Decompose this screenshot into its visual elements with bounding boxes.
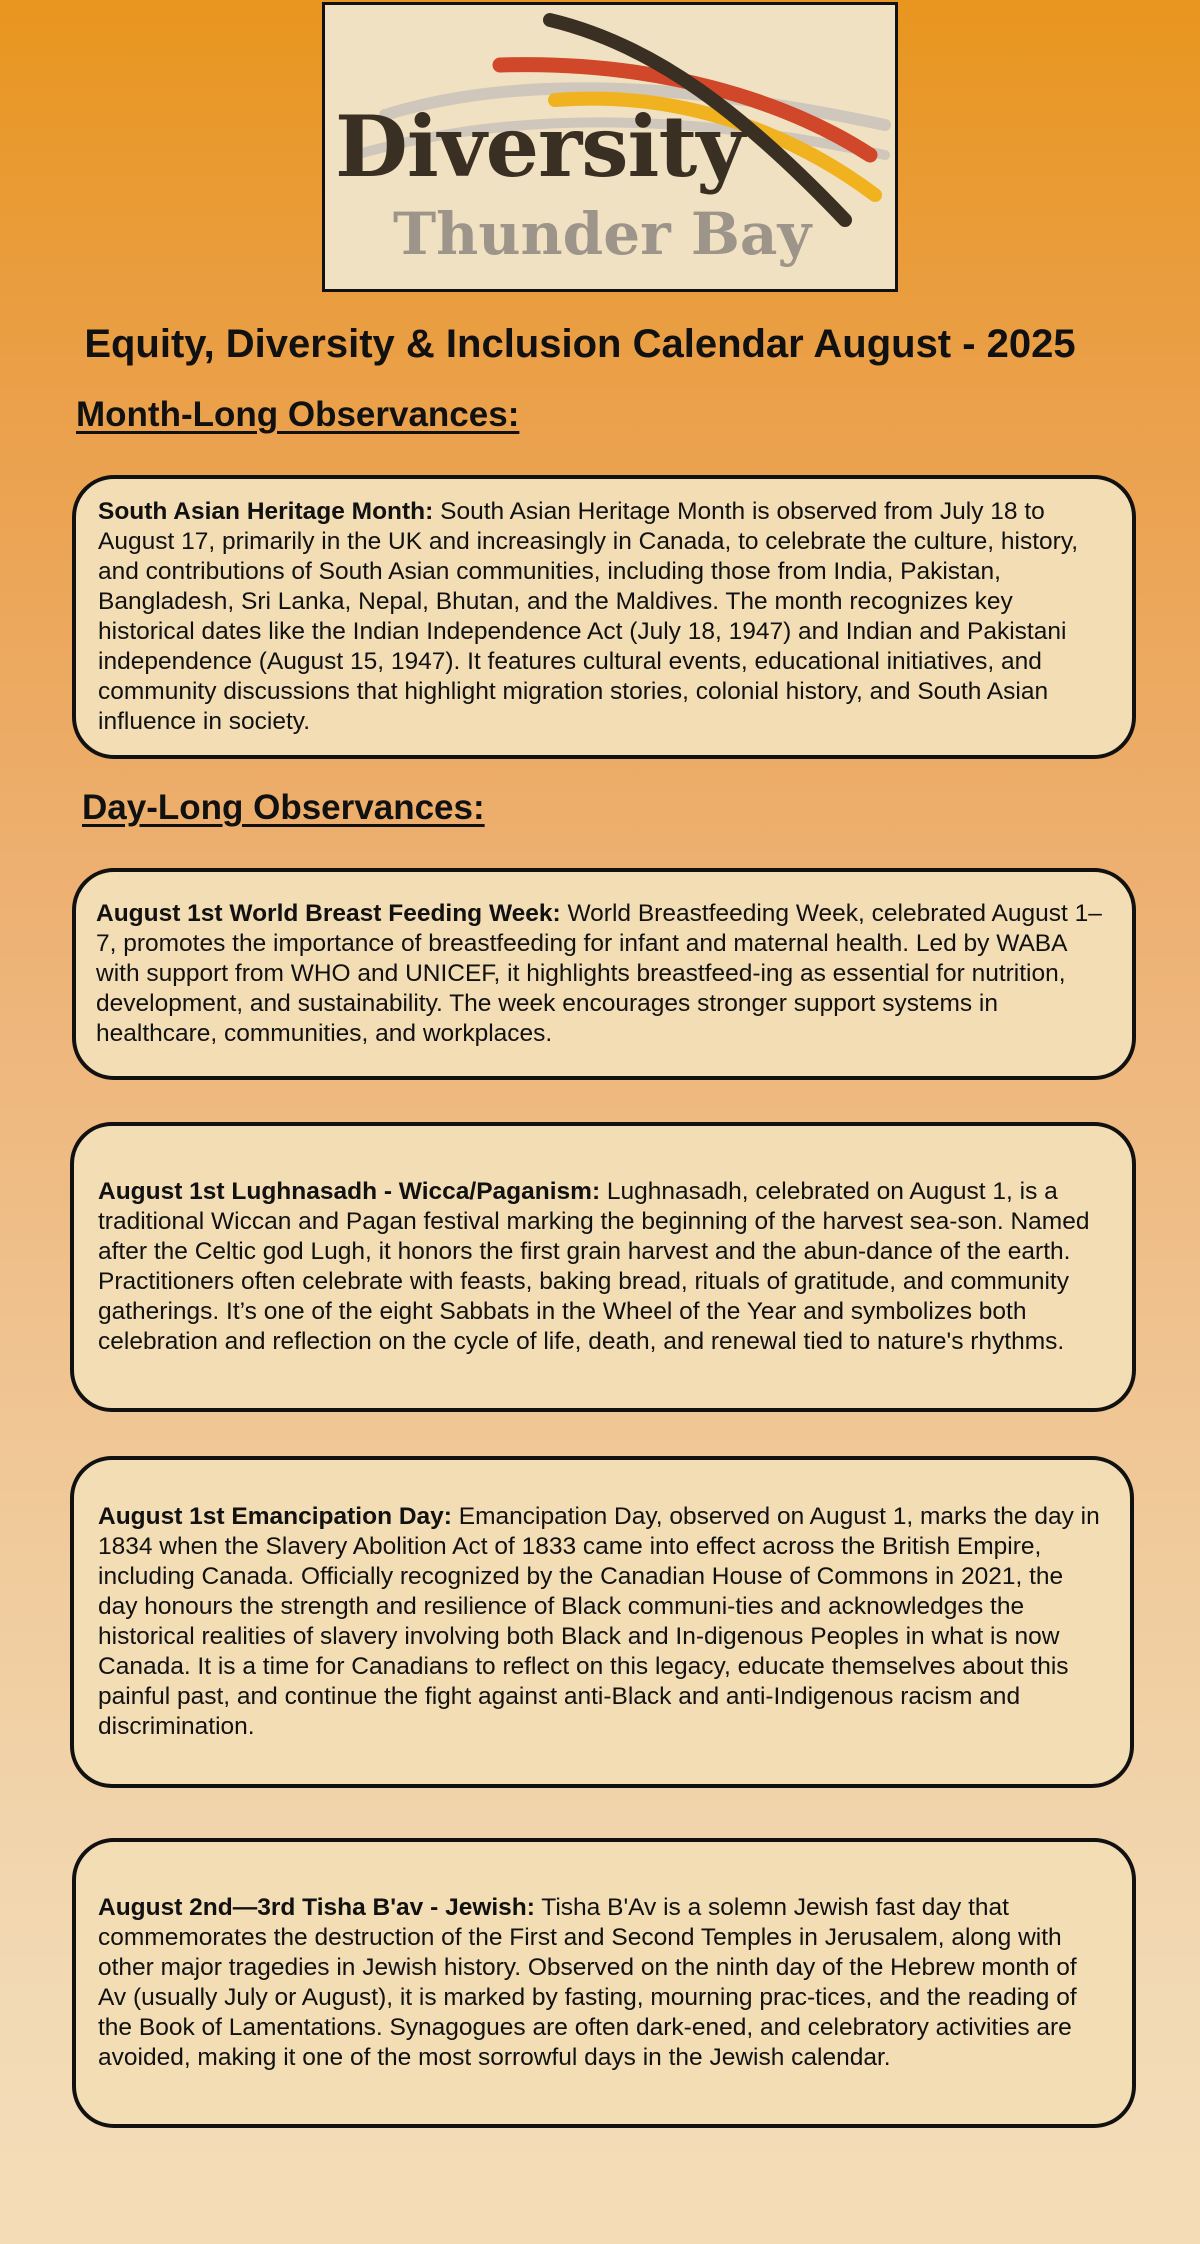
page-title: Equity, Diversity & Inclusion Calendar August - 2025: [84, 322, 1076, 366]
observance-body: [98, 1893, 1106, 2073]
observance-card: [70, 1122, 1136, 1412]
observance-card: [72, 475, 1136, 759]
observance-title: August 1st Emancipation Day:: [98, 1503, 452, 1530]
observance-text: World Breastfeeding Week, celebrated August 1–7, promotes the importance of breastfeeding for infant and maternal health. Led by WABA with support from WHO and UNICEF, it highlights breastfeed-ing as essential for nutrition, development, and sustainability. The week encourages stronger support systems in healthcare, communities, and workplaces.: [96, 900, 1102, 1047]
observance-title: August 1st Lughnasadh - Wicca/Paganism:: [98, 1178, 601, 1205]
observance-body: [96, 899, 1106, 1049]
observance-text: Tisha B'Av is a solemn Jewish fast day that commemorates the destruction of the First and Second Temples in Jerusalem, along with other major tragedies in Jewish history. Observed on the ninth day of the Hebrew month of Av (usually July or August), it is marked by fasting, mourning prac-tices, and the reading of the Book of Lamentations. Synagogues are often dark-ened, and celebratory activities are avoided, making it one of the most sorrowful days in the Jewish calendar.: [98, 1894, 1077, 2071]
observance-text: Emancipation Day, observed on August 1, marks the day in 1834 when the Slavery Abolition Act of 1833 came into effect across the British Empire, including Canada. Officially recognized by the Canadian House of Commons in 2021, the day honours the strength and resilience of Black communi-ties and acknowledges the historical realities of slavery involving both Black and In-digenous Peoples in what is now Canada. It is a time for Canadians to reflect on this legacy, educate themselves about this painful past, and continue the fight against anti-Black and anti-Indigenous racism and discrimination.: [98, 1503, 1100, 1740]
observance-card: [72, 868, 1136, 1080]
observance-body: [98, 497, 1106, 737]
month-long-heading: Month-Long Observances:: [76, 395, 520, 434]
observance-card: [72, 1838, 1136, 2128]
observance-title: August 1st World Breast Feeding Week:: [96, 900, 561, 927]
day-long-heading: Day-Long Observances:: [82, 788, 485, 827]
observance-title: August 2nd—3rd Tisha B'av - Jewish:: [98, 1894, 535, 1921]
logo-text-thunder-bay: Thunder Bay: [393, 200, 812, 268]
observance-card: [70, 1456, 1134, 1788]
observance-body: [98, 1177, 1106, 1357]
logo-text-diversity: Diversity: [335, 97, 745, 196]
observance-title: South Asian Heritage Month:: [98, 498, 434, 525]
observance-text: Lughnasadh, celebrated on August 1, is a traditional Wiccan and Pagan festival marking the beginning of the harvest sea-son. Named after the Celtic god Lugh, it honors the first grain harvest and the abun-dance of the earth. Practitioners often celebrate with feasts, baking bread, rituals of gratitude, and community gatherings. It’s one of the eight Sabbats in the Wheel of the Year and symbolizes both celebration and reflection on the cycle of life, death, and renewal tied to nature's rhythms.: [98, 1178, 1090, 1355]
logo: [322, 2, 898, 292]
observance-body: [98, 1502, 1104, 1742]
observance-text: South Asian Heritage Month is observed from July 18 to August 17, primarily in the UK and increasingly in Canada, to celebrate the culture, history, and contributions of South Asian communities, including those from India, Pakistan, Bangladesh, Sri Lanka, Nepal, Bhutan, and the Maldives. The month recognizes key historical dates like the Indian Independence Act (July 18, 1947) and Indian and Pakistani independence (August 15, 1947). It features cultural events, educational initiatives, and community discussions that highlight migration stories, colonial history, and South Asian influence in society.: [98, 498, 1079, 735]
